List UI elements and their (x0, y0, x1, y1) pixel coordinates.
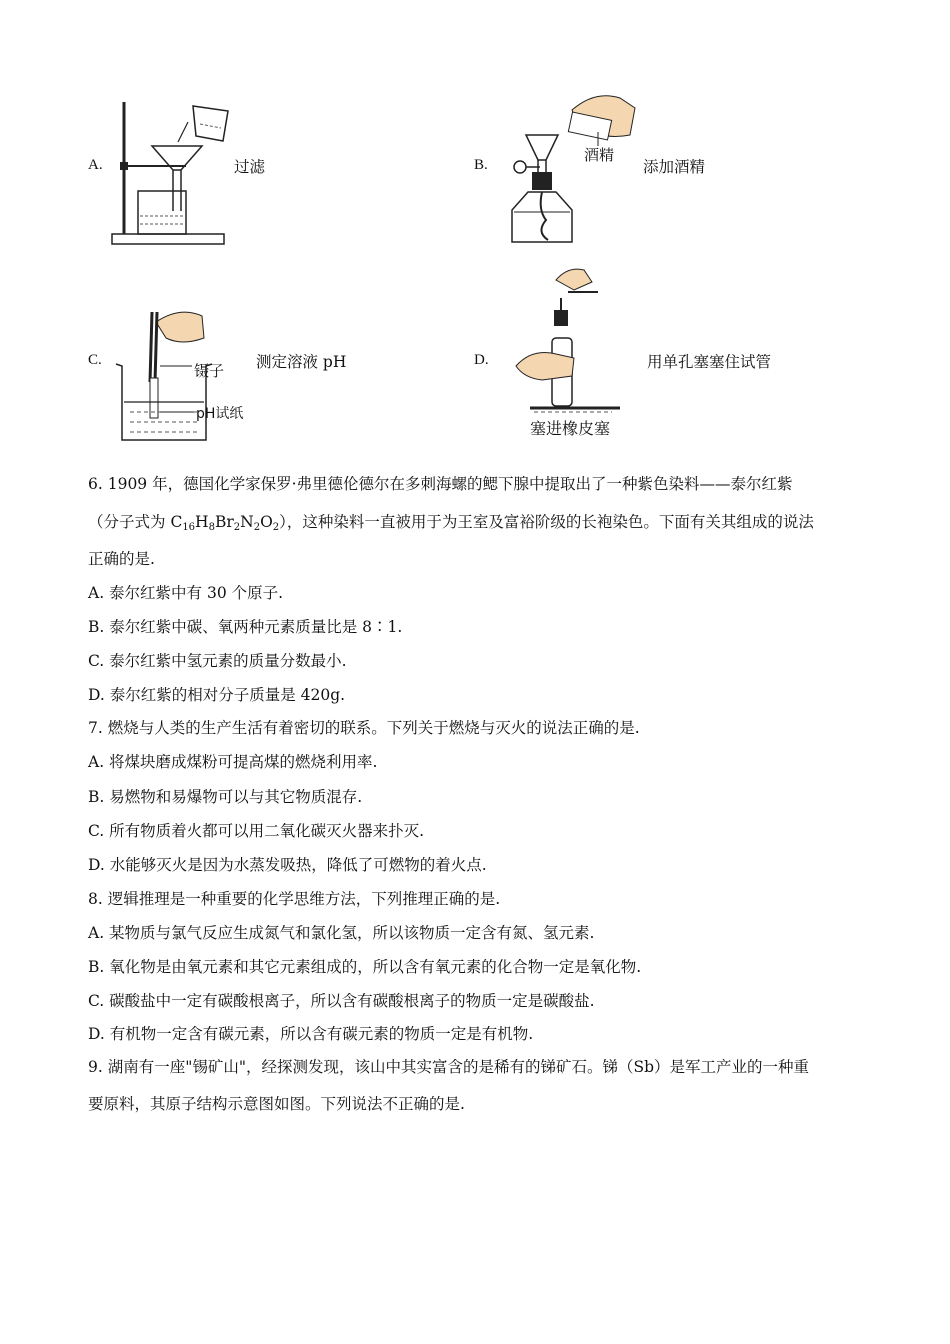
q8-option-b: B. 氧化物是由氧元素和其它元素组成的，所以含有氧元素的化合物一定是氧化物. (88, 958, 642, 976)
option-letter: D. (474, 352, 489, 368)
chemical-formula: $C_{16}H_8Br_2N_2O_2$ (170, 513, 280, 533)
add-alcohol-illustration (500, 80, 640, 250)
q6-option-d: D. 泰尔红紫的相对分子质量是 420g. (88, 686, 346, 704)
q7-option-a: A. 将煤块磨成煤粉可提高煤的燃烧利用率. (88, 753, 378, 771)
figure-label-tweezers: 镊子 (194, 362, 225, 380)
q8-option-a: A. 某物质与氯气反应生成氮气和氯化氢，所以该物质一定含有氮、氢元素. (88, 924, 595, 942)
q8-stem: 8. 逻辑推理是一种重要的化学思维方法，下列推理正确的是. (88, 890, 501, 908)
q9-stem-line-2: 要原料，其原子结构示意图如图。下列说法不正确的是. (88, 1095, 465, 1113)
q6-stem-line-1: 6. 1909 年，德国化学家保罗·弗里德伦德尔在多刺海螺的鳃下腺中提取出了一种紫色染料——泰尔红紫 (88, 475, 793, 493)
q6-option-b: B. 泰尔红紫中碳、氧两种元素质量比是 8∶1. (88, 618, 403, 636)
figure-label-insert-stopper: 塞进橡皮塞 (530, 419, 611, 438)
option-caption: 测定溶液 pH (256, 353, 347, 371)
filtration-illustration (108, 96, 233, 251)
q7-stem: 7. 燃烧与人类的生产生活有着密切的联系。下列关于燃烧与灭火的说法正确的是. (88, 719, 640, 737)
figure-label-alcohol: 酒精 (584, 146, 615, 164)
q9-stem-line-1: 9. 湖南有一座"锡矿山"，经探测发现，该山中其实富含的是稀有的锑矿石。锑（Sb）是军工产业的一种重 (88, 1058, 810, 1076)
option-caption: 过滤 (234, 158, 266, 176)
option-caption: 用单孔塞塞住试管 (647, 353, 772, 371)
q7-option-c: C. 所有物质着火都可以用二氧化碳灭火器来扑灭. (88, 822, 425, 840)
figure-label-ph-paper: pH试纸 (196, 406, 244, 422)
q6-option-c: C. 泰尔红紫中氢元素的质量分数最小. (88, 652, 347, 670)
q6-stem-line-2: （分子式为 $C_{16}H_8Br_2N_2O_2$），这种染料一直被用于为王室及富裕阶级的长袍染色。下面有关其组成的说法 (88, 513, 814, 533)
stopper-tube-illustration (512, 262, 632, 442)
option-letter: B. (474, 157, 488, 173)
q6-stem-line-3: 正确的是. (88, 550, 155, 568)
q7-option-b: B. 易燃物和易爆物可以与其它物质混存. (88, 788, 363, 806)
q7-option-d: D. 水能够灭火是因为水蒸发吸热，降低了可燃物的着火点. (88, 856, 487, 874)
q8-option-d: D. 有机物一定含有碳元素，所以含有碳元素的物质一定是有机物. (88, 1025, 534, 1043)
q8-option-c: C. 碳酸盐中一定有碳酸根离子，所以含有碳酸根离子的物质一定是碳酸盐. (88, 992, 595, 1010)
option-caption: 添加酒精 (643, 158, 706, 176)
option-letter: C. (88, 352, 102, 368)
ph-test-illustration (110, 302, 260, 447)
option-letter: A. (88, 157, 103, 173)
q6-option-a: A. 泰尔红紫中有 30 个原子. (88, 584, 284, 602)
